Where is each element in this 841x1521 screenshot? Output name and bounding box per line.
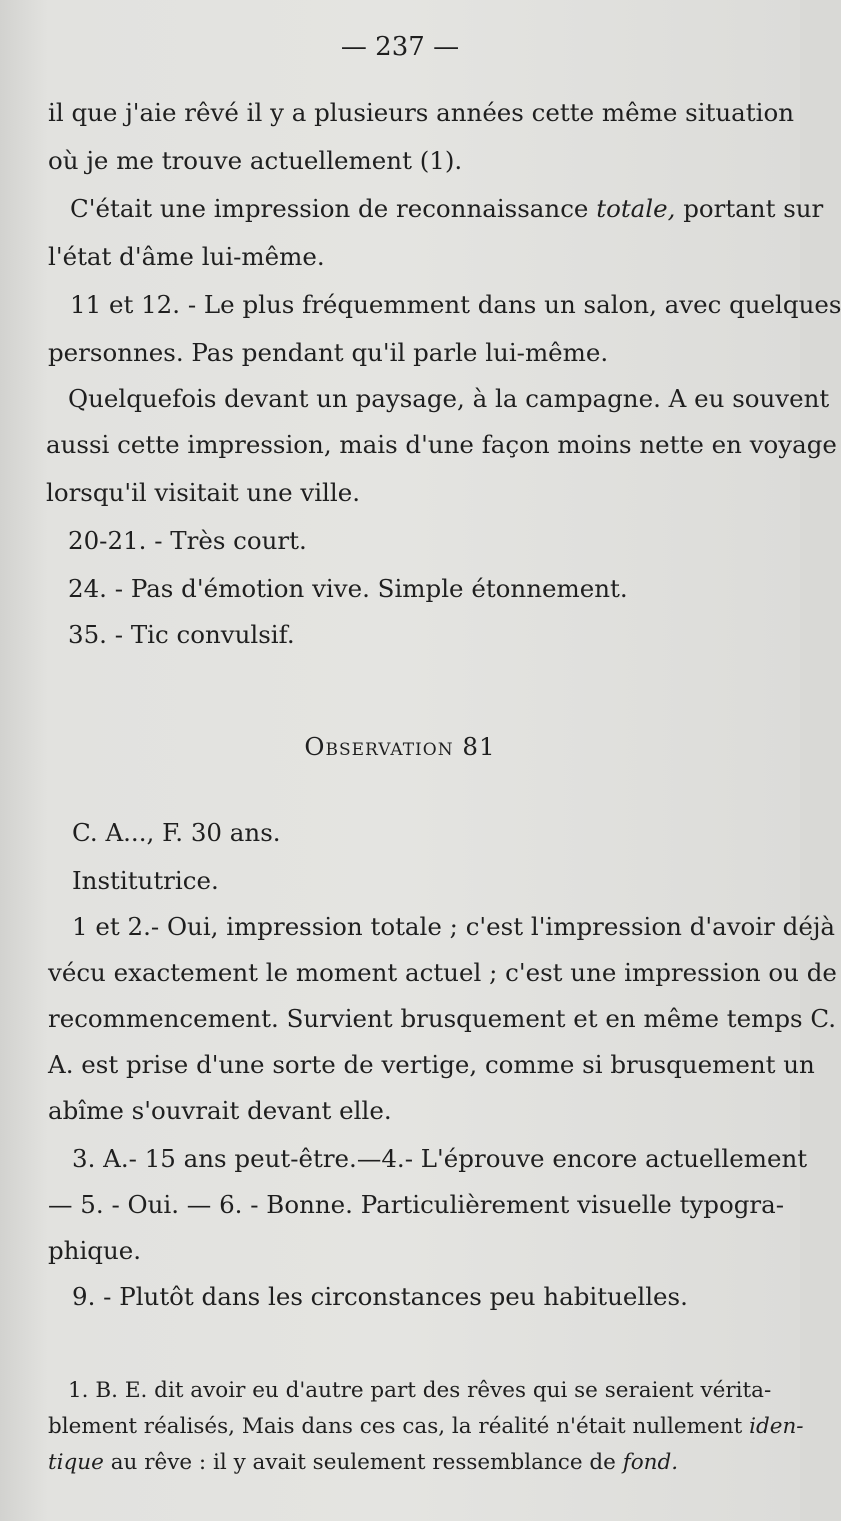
text-line: Quelquefois devant un paysage, à la campagne. A eu souvent xyxy=(68,384,830,413)
text-line: personnes. Pas pendant qu'il parle lui-même. xyxy=(48,338,609,367)
text-line: 20-21. - Très court. xyxy=(68,526,307,555)
text-line: aussi cette impression, mais d'une façon moins nette en voyage xyxy=(46,430,837,459)
text-line: 35. - Tic convulsif. xyxy=(68,620,295,649)
page-number: — 237 — xyxy=(340,32,460,62)
text-line: phique. xyxy=(48,1236,142,1265)
text-line: C'était une impression de reconnaissance totale, portant sur xyxy=(70,194,824,223)
text-line: où je me trouve actuellement (1). xyxy=(48,146,463,175)
text-line: recommencement. Survient brusquement et en même temps C. xyxy=(48,1004,837,1033)
text-line: abîme s'ouvrait devant elle. xyxy=(48,1096,392,1125)
text-line: vécu exactement le moment actuel ; c'est une impression ou de xyxy=(48,958,837,987)
emphasis: iden- xyxy=(749,1414,804,1439)
text-line: Institutrice. xyxy=(72,866,219,895)
text-line: 3. A.- 15 ans peut-être.—4.- L'éprouve encore actuellement xyxy=(72,1144,808,1173)
footnote-line: 1. B. E. dit avoir eu d'autre part des rêves qui se seraient vérita- xyxy=(68,1378,772,1403)
footnote-line: tique au rêve : il y avait seulement ressemblance de fond. xyxy=(48,1450,679,1475)
text-line: il que j'aie rêvé il y a plusieurs années cette même situation xyxy=(48,98,794,127)
text-line: 1 et 2.- Oui, impression totale ; c'est l'impression d'avoir déjà xyxy=(72,912,836,941)
text-line: 24. - Pas d'émotion vive. Simple étonnement. xyxy=(68,574,628,603)
text-line: lorsqu'il visitait une ville. xyxy=(46,478,361,507)
text-line: 11 et 12. - Le plus fréquemment dans un salon, avec quelques xyxy=(70,290,841,319)
text-line: C. A..., F. 30 ans. xyxy=(72,818,281,847)
emphasis: tique xyxy=(48,1450,104,1475)
section-heading: Observation 81 xyxy=(304,732,496,761)
footnote-line: blement réalisés, Mais dans ces cas, la réalité n'était nullement iden- xyxy=(48,1414,804,1439)
emphasis: fond. xyxy=(622,1450,679,1475)
text-line: 9. - Plutôt dans les circonstances peu habituelles. xyxy=(72,1282,688,1311)
text-line: — 5. - Oui. — 6. - Bonne. Particulièrement visuelle typogra- xyxy=(48,1190,784,1219)
emphasis: totale, xyxy=(596,194,676,223)
text-line: A. est prise d'une sorte de vertige, comme si brusquement un xyxy=(48,1050,815,1079)
text-line: l'état d'âme lui-même. xyxy=(48,242,325,271)
